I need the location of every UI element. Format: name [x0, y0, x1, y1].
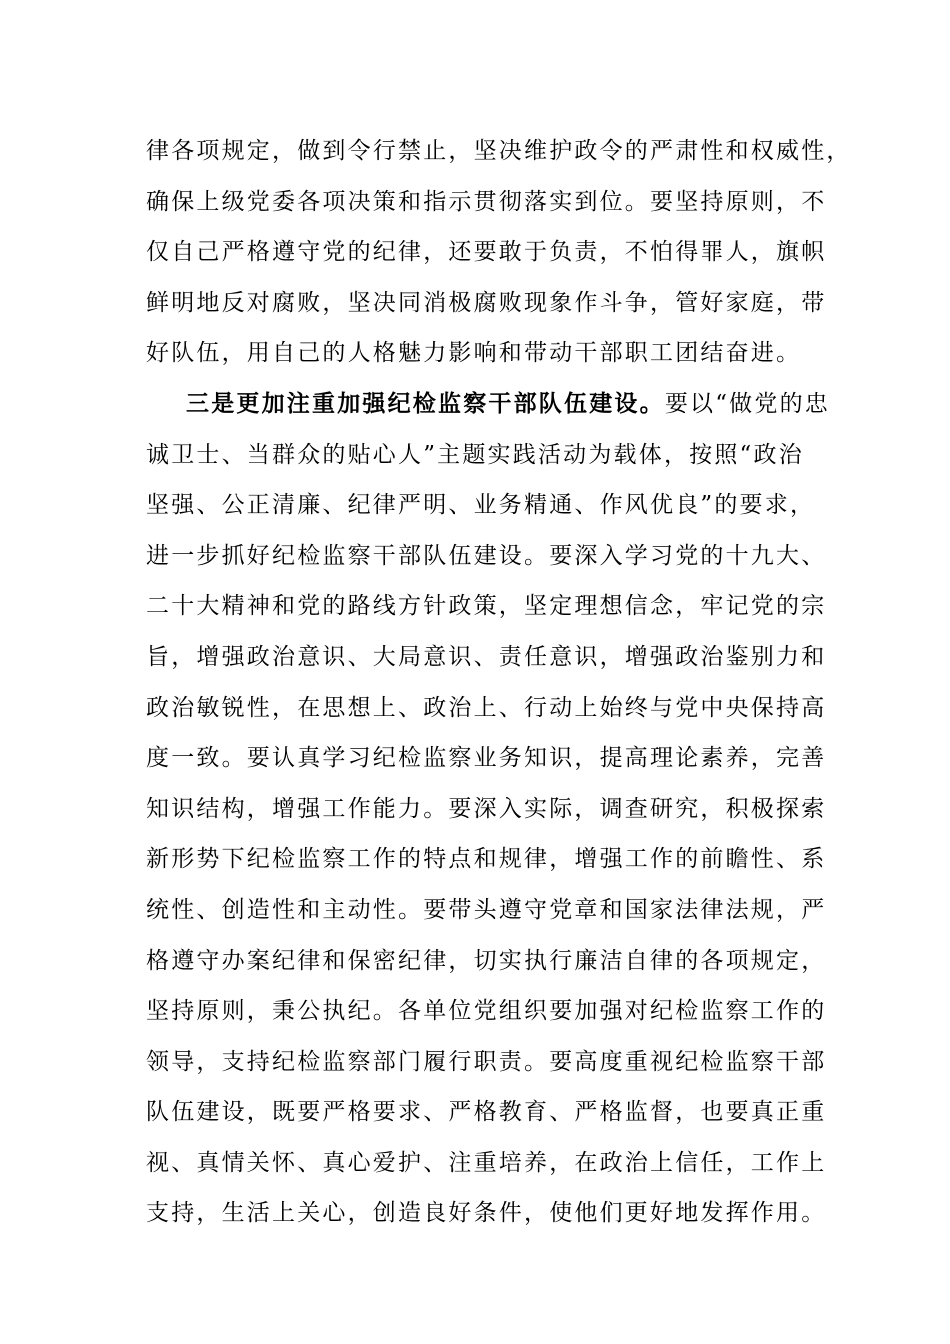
text-line: 二十大精神和党的路线方针政策，坚定理想信念，牢记党的宗 [146, 593, 827, 620]
paragraph-first-line [146, 379, 830, 430]
text-line: 鲜明地反对腐败，坚决同消极腐败现象作斗争，管好家庭，带 [146, 289, 827, 316]
text-line: 格遵守办案纪律和保密纪律，切实执行廉洁自律的各项规定， [146, 947, 827, 974]
text-line: 旨，增强政治意识、大局意识、责任意识，增强政治鉴别力和 [146, 643, 827, 670]
text-line: 坚持原则，秉公执纪。各单位党组织要加强对纪检监察工作的 [146, 998, 827, 1025]
text-line: 知识结构，增强工作能力。要深入实际，调查研究，积极探索 [146, 795, 827, 822]
text-line: 进一步抓好纪检监察干部队伍建设。要深入学习党的十九大、 [146, 542, 827, 569]
text-line: 仅自己严格遵守党的纪律，还要敢于负责，不怕得罪人，旗帜 [146, 239, 827, 266]
paragraph-heading: 三是更加注重加强纪检监察干部队伍建设。 [186, 390, 665, 417]
text-line: 确保上级党委各项决策和指示贯彻落实到位。要坚持原则，不 [146, 188, 827, 215]
text-line: 律各项规定，做到令行禁止，坚决维护政令的严肃性和权威性， [146, 138, 852, 164]
text-line: 好队伍，用自己的人格魅力影响和带动干部职工团结奋进。 [146, 340, 802, 367]
document-body [146, 126, 852, 1239]
text-line: 政治敏锐性，在思想上、政治上、行动上始终与党中央保持高 [146, 694, 827, 721]
text-line: 统性、创造性和主动性。要带头遵守党章和国家法律法规，严 [146, 896, 827, 923]
text-line: 度一致。要认真学习纪检监察业务知识，提高理论素养，完善 [146, 745, 827, 772]
text-line: 诚卫士、当群众的贴心人”主题实践活动为载体，按照“政治 [146, 441, 804, 468]
text-line: 支持，生活上关心，创造良好条件，使他们更好地发挥作用。 [146, 1200, 827, 1227]
text-line: 视、真情关怀、真心爱护、注重培养，在政治上信任，工作上 [146, 1149, 827, 1176]
paragraph-discipline-team [146, 379, 830, 1239]
text-line: 坚强、公正清廉、纪律严明、业务精通、作风优良”的要求， [146, 492, 816, 519]
text-line-rest: 要以“做党的忠 [664, 390, 830, 417]
text-line: 新形势下纪检监察工作的特点和规律，增强工作的前瞻性、系 [146, 846, 827, 873]
text-line: 队伍建设，既要严格要求、严格教育、严格监督，也要真正重 [146, 1099, 827, 1126]
text-line: 领导，支持纪检监察部门履行职责。要高度重视纪检监察干部 [146, 1048, 827, 1075]
paragraph-continuation [146, 126, 852, 379]
